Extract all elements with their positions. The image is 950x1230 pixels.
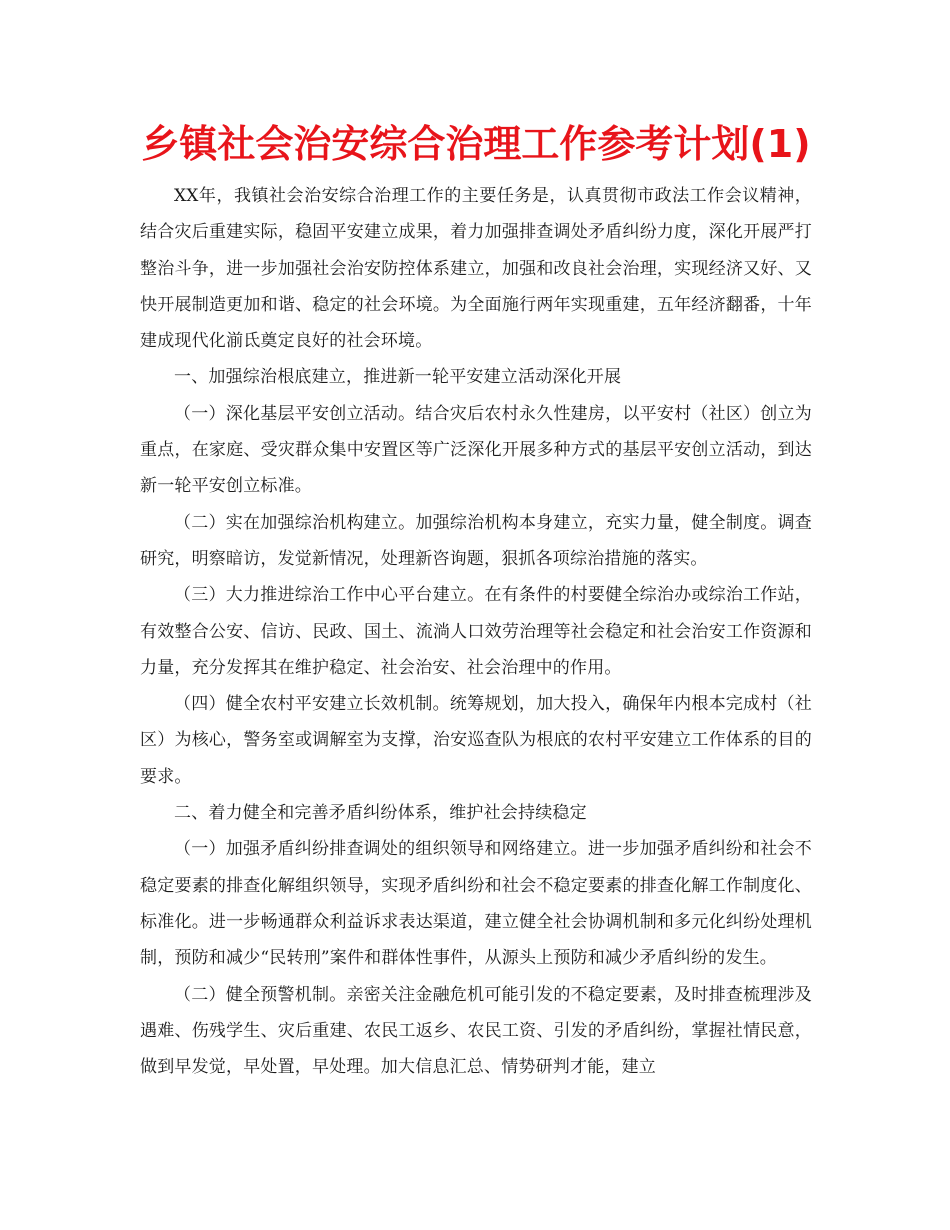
paragraph-2-2: （二）健全预警机制。亲密关注金融危机可能引发的不稳定要素，及时排查梳理涉及遇难、伤残学生、灾后重建、农民工返乡、农民工资、引发的矛盾纠纷，掌握社情民意，做到早发觉，早处置，早处理。加大信息汇总、情势研判才能，建立 [140,984,812,1078]
paragraph-1-3: （三）大力推进综治工作中心平台建立。在有条件的村要健全综治办或综治工作站，有效整合公安、信访、民政、国土、流淌人口效劳治理等社会稳定和社会治安工作资源和力量，充分发挥其在维护稳定、社会治安、社会治理中的作用。 [140,585,812,678]
paragraph-1-2: （二）实在加强综治机构建立。加强综治机构本身建立，充实力量，健全制度。调查研究，明察暗访，发觉新情况，处理新咨询题，狠抓各项综治措施的落实。 [140,512,812,569]
paragraph-2-1: （一）加强矛盾纠纷排查调处的组织领导和网络建立。进一步加强矛盾纠纷和社会不稳定要素的排查化解组织领导，实现矛盾纠纷和社会不稳定要素的排查化解工作制度化、标准化。进一步畅通群众利益诉求表达渠道，建立健全社会协调机制和多元化纠纷处理机制，预防和减少“民转刑”案件和群体性事件，从源头上预防和减少矛盾纠纷的发生。 [140,839,812,969]
document-title: 乡镇社会治安综合治理工作参考计划(1) [141,122,811,166]
document-page [140,118,812,1085]
paragraph-1-4: （四）健全农村平安建立长效机制。统筹规划，加大投入，确保年内根本完成村（社区）为核心，警务室或调解室为支撑，治安巡查队为根底的农村平安建立工作体系的目的要求。 [140,694,812,787]
section-heading-2: 二、着力健全和完善矛盾纠纷体系，维护社会持续稳定 [174,803,587,824]
paragraph-intro: XX年，我镇社会治安综合治理工作的主要任务是，认真贯彻市政法工作会议精神，结合灾后重建实际，稳固平安建立成果，着力加强排查调处矛盾纠纷力度，深化开展严打整治斗争，进一步加强社会治安防控体系建立，加强和改良社会治理，实现经济又好、又快开展制造更加和谐、稳定的社会环境。为全面施行两年实现重建，五年经济翻番，十年建成现代化湔氐奠定良好的社会环境。 [140,186,812,352]
section-heading-1: 一、加强综治根底建立，推进新一轮平安建立活动深化开展 [174,367,622,388]
paragraph-1-1: （一）深化基层平安创立活动。结合灾后农村永久性建房，以平安村（社区）创立为重点，在家庭、受灾群众集中安置区等广泛深化开展多种方式的基层平安创立活动，到达新一轮平安创立标准。 [140,403,812,497]
